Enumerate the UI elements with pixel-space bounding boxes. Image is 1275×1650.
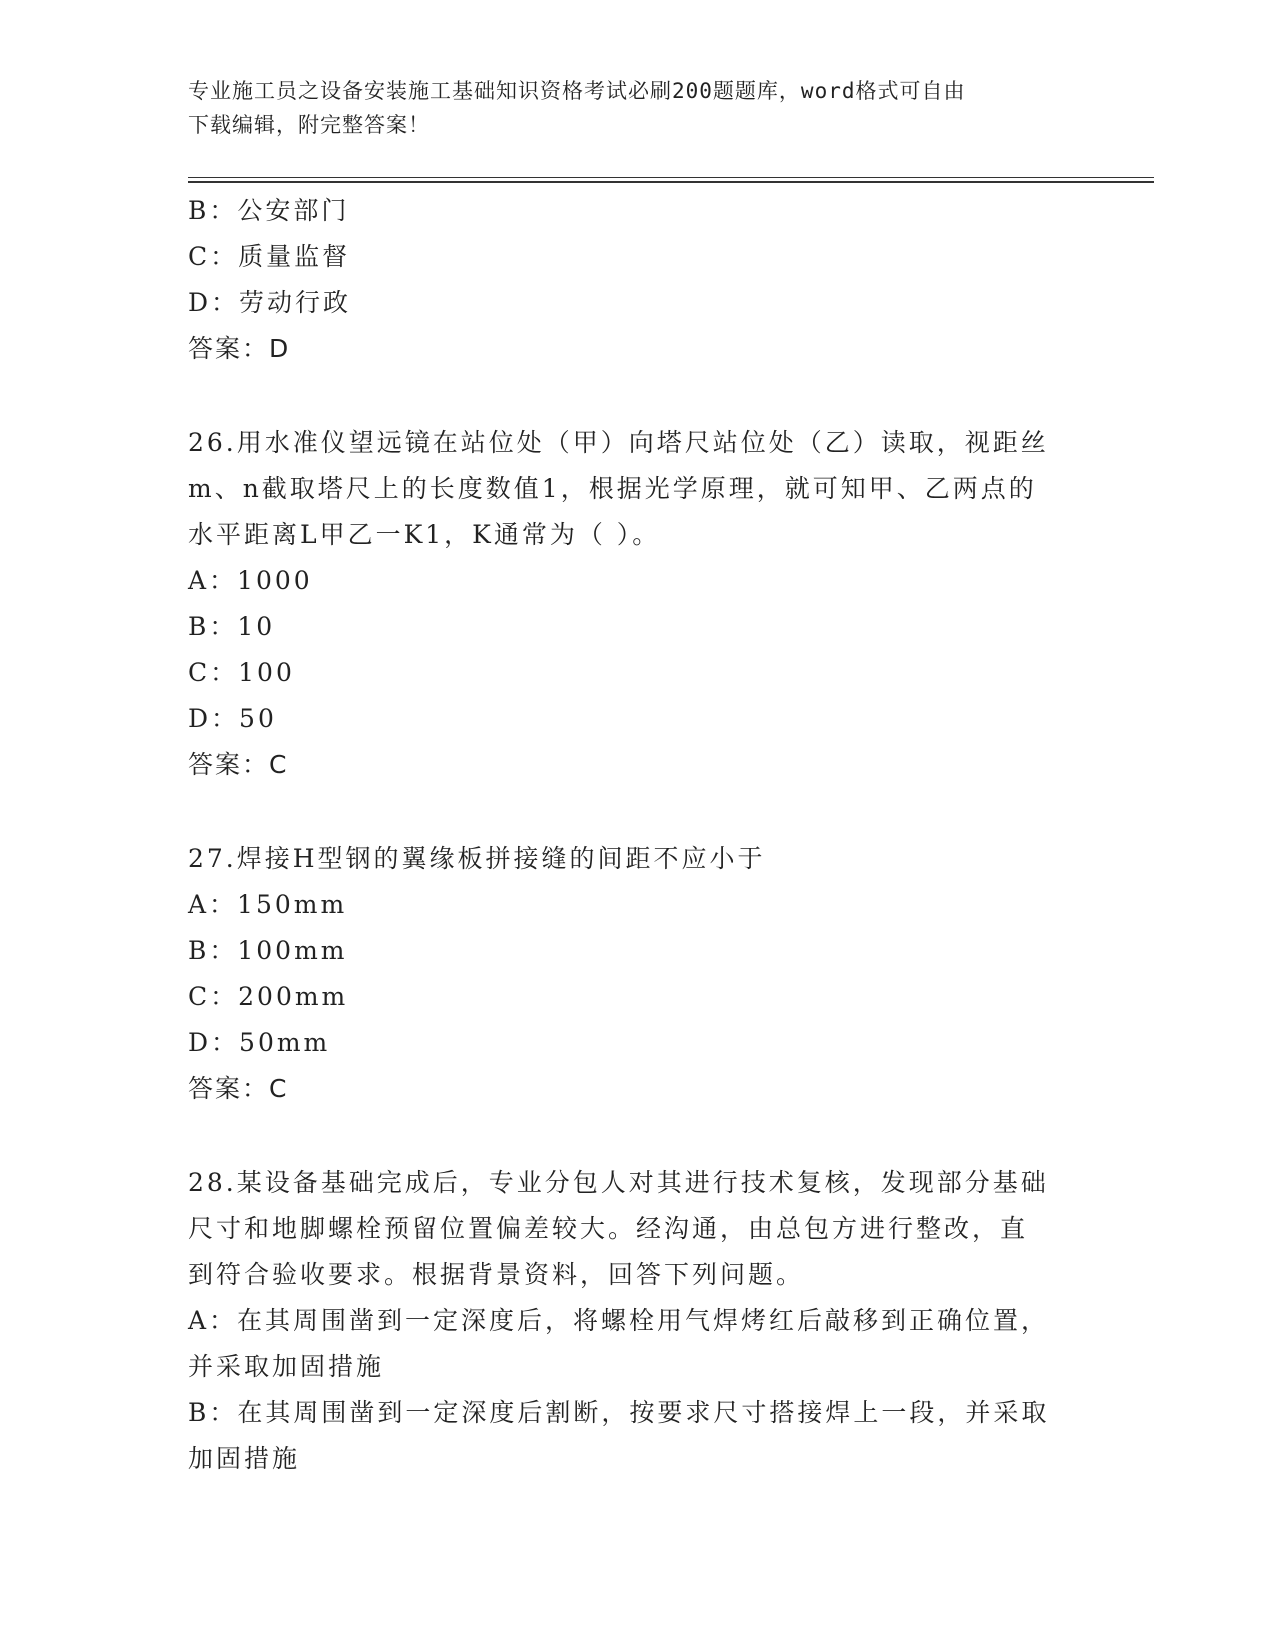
q27-option-c: C：200mm xyxy=(188,982,349,1011)
question-26 xyxy=(188,420,1078,788)
q26-option-c: C：100 xyxy=(188,658,295,687)
q25-option-d: D：劳动行政 xyxy=(188,288,352,317)
q26-stem-line-1: 26.用水准仪望远镜在站位处（甲）向塔尺站位处（乙）读取，视距丝 xyxy=(188,428,1049,457)
q28-option-a-line-2: 并采取加固措施 xyxy=(188,1352,385,1381)
q25-option-b: B：公安部门 xyxy=(188,196,350,225)
q27-option-a: A：150mm xyxy=(188,890,348,919)
q26-stem-line-2: m、n截取塔尺上的长度数值1，根据光学原理，就可知甲、乙两点的 xyxy=(188,474,1037,503)
q26-option-b: B：10 xyxy=(188,612,276,641)
document-header xyxy=(188,74,1068,142)
header-line-1: 专业施工员之设备安装施工基础知识资格考试必刷200题题库，word格式可自由 xyxy=(188,79,966,103)
q26-option-d: D：50 xyxy=(188,704,277,733)
header-divider-thick xyxy=(188,181,1154,183)
q28-stem-line-2: 尺寸和地脚螺栓预留位置偏差较大。经沟通，由总包方进行整改，直 xyxy=(188,1214,1029,1243)
q28-option-b-line-1: B：在其周围凿到一定深度后割断，按要求尺寸搭接焊上一段，并采取 xyxy=(188,1398,1050,1427)
q25-answer: 答案：D xyxy=(188,334,291,363)
q28-option-a-line-1: A：在其周围凿到一定深度后，将螺栓用气焊烤红后敲移到正确位置， xyxy=(188,1306,1050,1335)
q27-answer: 答案：C xyxy=(188,1074,289,1103)
question-27 xyxy=(188,836,1078,1112)
q26-answer: 答案：C xyxy=(188,750,289,779)
q28-stem-line-1: 28.某设备基础完成后，专业分包人对其进行技术复核，发现部分基础 xyxy=(188,1168,1049,1197)
q27-stem-line-1: 27.焊接H型钢的翼缘板拼接缝的间距不应小于 xyxy=(188,844,766,873)
q27-option-b: B：100mm xyxy=(188,936,348,965)
q25-option-c: C：质量监督 xyxy=(188,242,351,271)
q27-option-d: D：50mm xyxy=(188,1028,331,1057)
header-divider-thin xyxy=(188,177,1154,178)
header-line-2: 下载编辑，附完整答案！ xyxy=(188,113,430,137)
q26-stem-line-3: 水平距离L甲乙一K1，K通常为（ ）。 xyxy=(188,520,661,549)
question-28 xyxy=(188,1160,1078,1482)
question-content xyxy=(188,188,1078,1482)
question-25-tail xyxy=(188,188,1078,372)
q28-option-b-line-2: 加固措施 xyxy=(188,1444,301,1473)
q28-stem-line-3: 到符合验收要求。根据背景资料，回答下列问题。 xyxy=(188,1260,805,1289)
q26-option-a: A：1000 xyxy=(188,566,313,595)
